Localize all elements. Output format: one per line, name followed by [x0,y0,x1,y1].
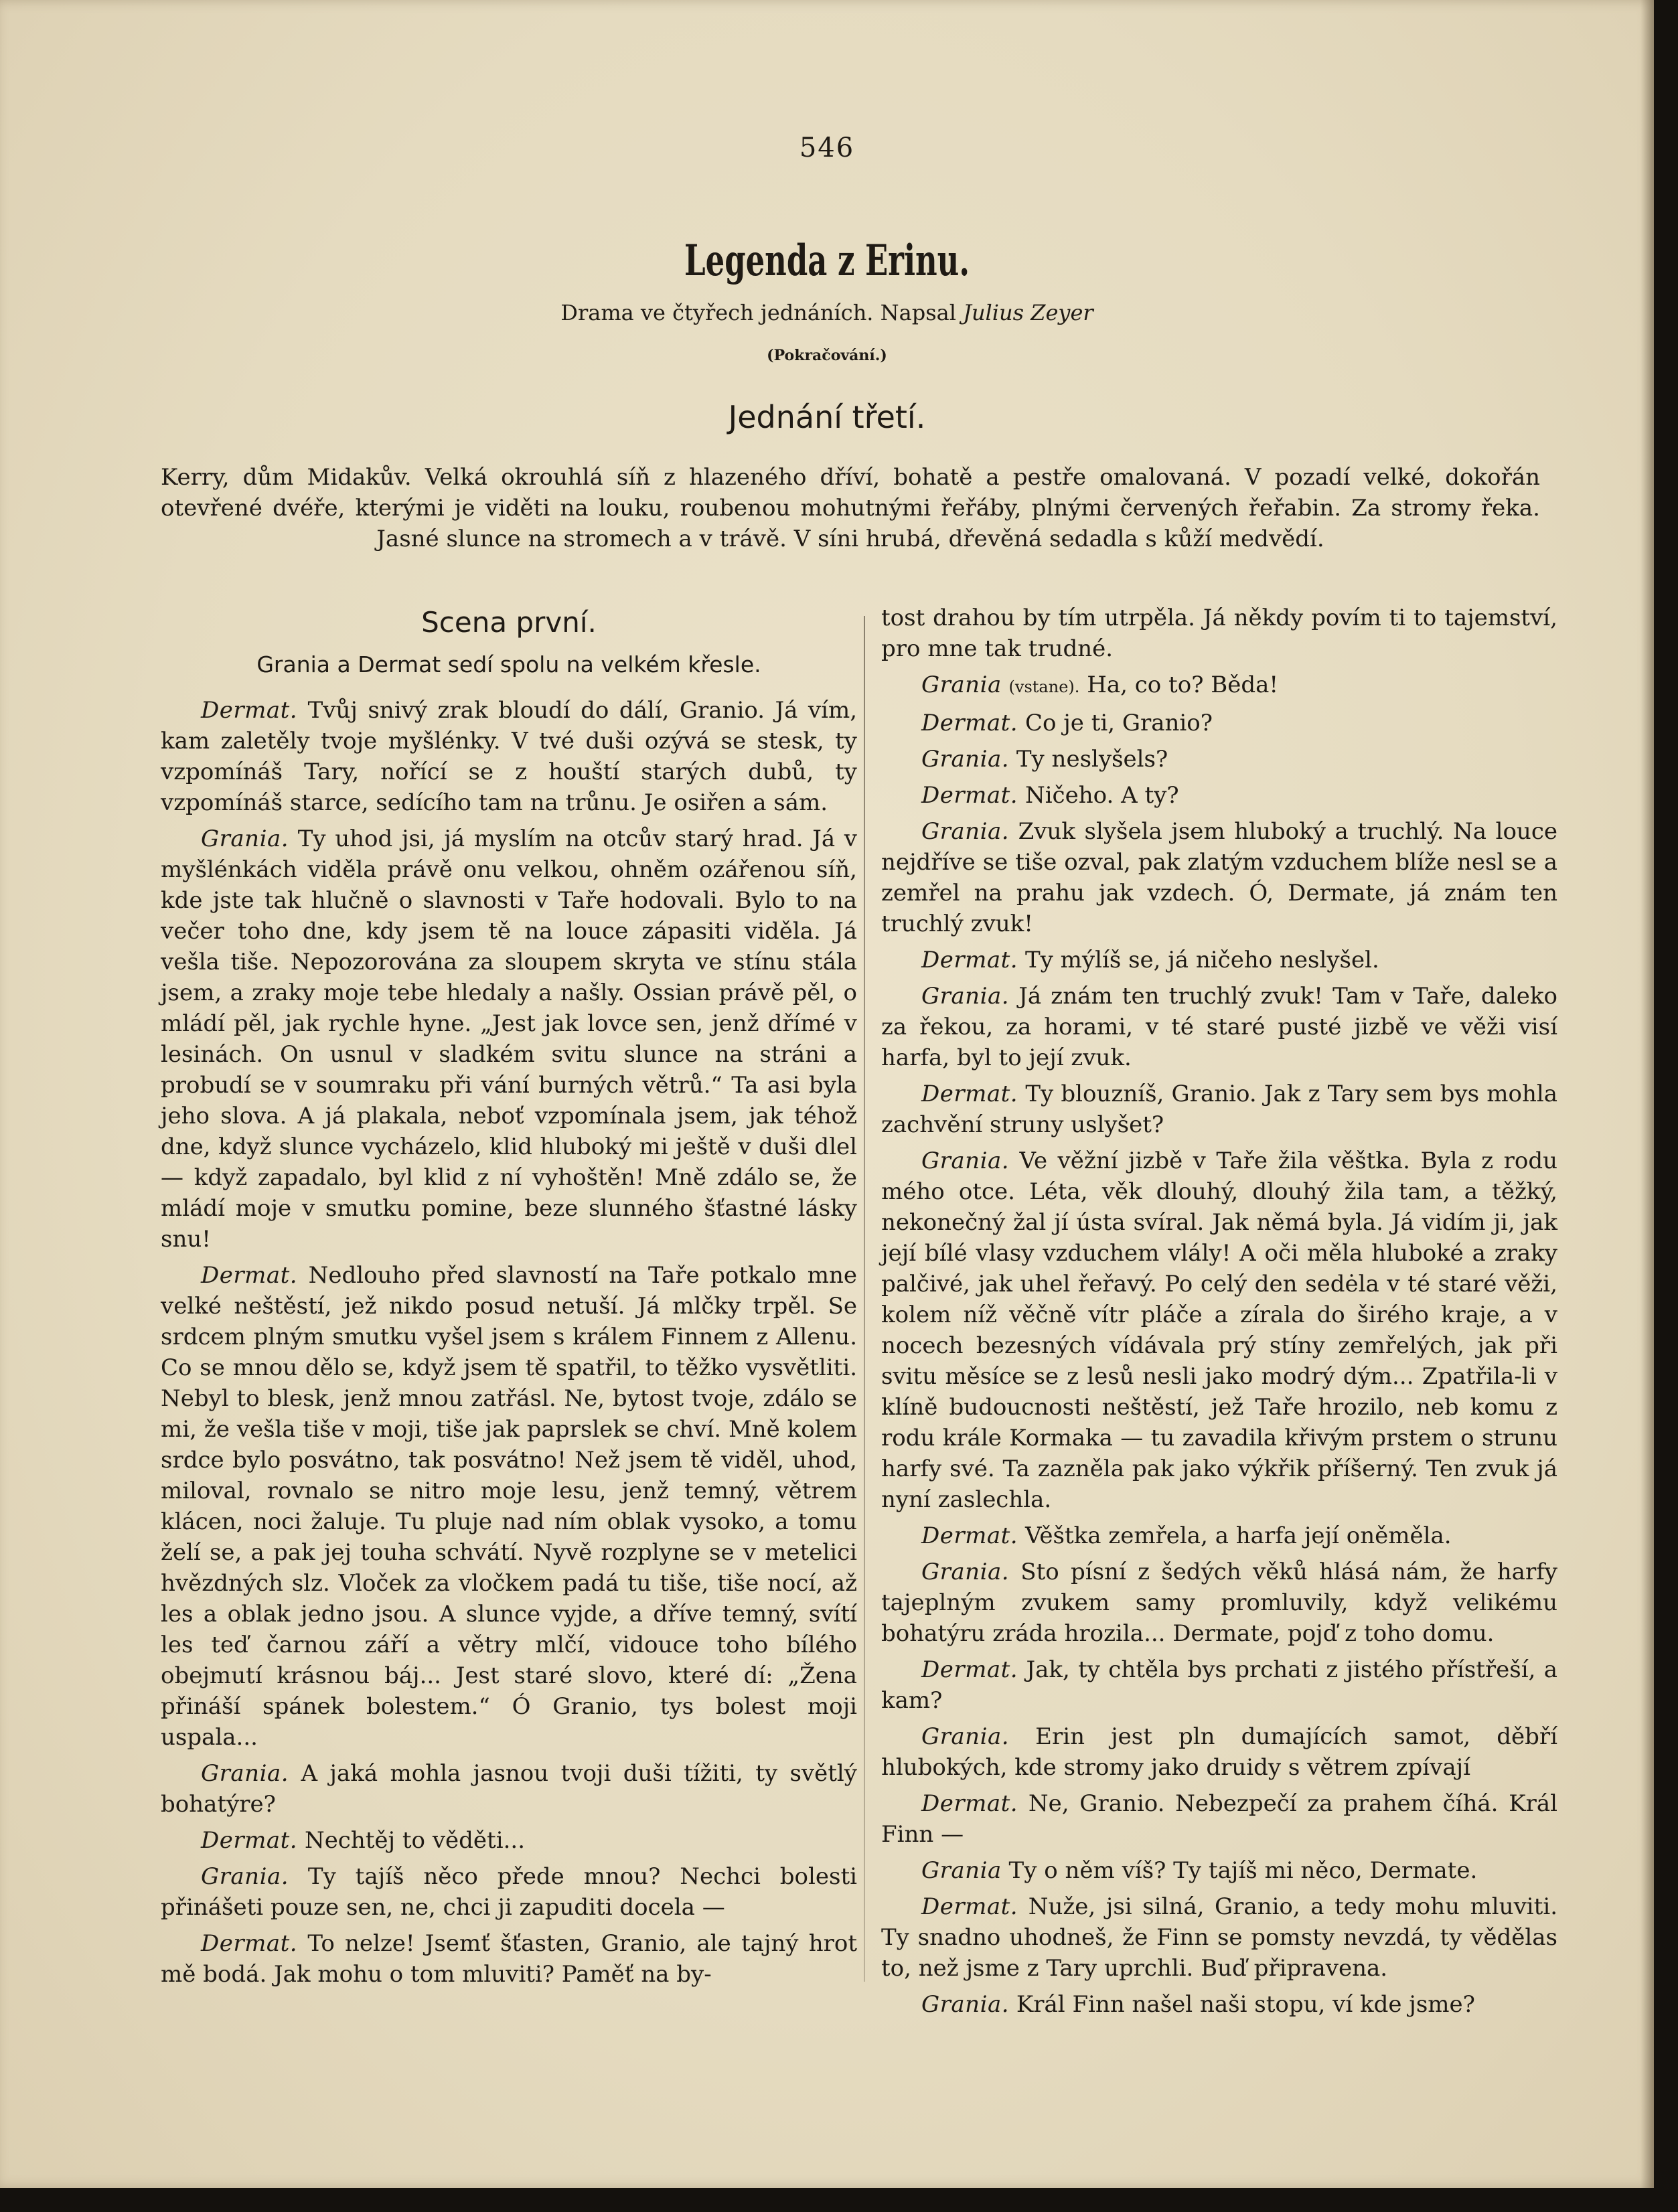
stage-direction-inline: (vstane). [1008,678,1080,696]
dialogue-paragraph [881,1079,1557,1140]
dialogue-paragraph [881,981,1557,1073]
speaker-name: Grania. [921,1991,1010,2018]
dialogue-text: Jak, ty chtěla bys prchati z jistého přístřeší, a kam? [881,1656,1557,1714]
speaker-name: Grania. [921,1723,1010,1750]
dialogue-paragraph [881,603,1557,664]
speaker-name: Grania. [201,1863,289,1890]
speaker-name: Dermat. [921,782,1018,809]
book-spine-shadow [1641,0,1654,2188]
dialogue-text: Ničeho. A ty? [1024,782,1179,809]
dialogue-paragraph [881,1989,1557,2020]
page-number: 546 [799,133,855,163]
speaker-name: Dermat. [201,1930,298,1957]
dialogue-paragraph [881,1721,1557,1783]
act-title: Jednání třetí. [728,399,926,435]
speaker-name: Dermat. [201,1827,298,1854]
dialogue-text: Král Finn našel naši stopu, ví kde jsme? [1016,1991,1475,2018]
speaker-name: Dermat. [921,1893,1018,1920]
dialogue-text: Erin jest pln dumajících samot, děbří hlubokých, kde stromy jako druidy s větrem zpívají [881,1723,1557,1781]
dialogue-text: Ty blouzníš, Granio. Jak z Tary sem bys mohla zachvění struny uslyšet? [881,1081,1557,1138]
speaker-name: Grania. [921,746,1010,773]
speaker-name: Dermat. [921,1081,1018,1107]
author-name: Julius Zeyer [963,300,1093,325]
speaker-name: Dermat. [921,1522,1018,1549]
dialogue-paragraph [881,1146,1557,1515]
speaker-name: Dermat. [921,1656,1018,1683]
speaker-name: Dermat. [201,1262,298,1289]
dialogue-paragraph [881,1654,1557,1716]
speaker-name: Grania. [921,1559,1010,1585]
dialogue-text: Nuže, jsi silná, Granio, a tedy mohu mluviti. Ty snadno uhodneš, že Finn se pomsty nevzdá, ty vědělas to, než jsme z Tary uprchli. Buď připravena. [881,1893,1558,1982]
dialogue-text: Ty mýlíš se, já ničeho neslyšel. [1024,947,1379,973]
speaker-name: Grania. [921,1148,1010,1174]
dialogue-paragraph [161,1758,857,1820]
dialogue-paragraph [881,1891,1557,1984]
stage-direction: Kerry, dům Midakův. Velká okrouhlá síň z hlazeného dříví, bohatě a pestře omalovaná. V pozadí velké, dokořán otevřené dvéře, kterými je viděti na louku, roubenou mohutnými řeřáby, plnými červených řeřabin. Za stromy řeka. Jasné slunce na stromech a v trávě. V síni hrubá, dřevěná sedadla s kůží medvědí. [161,464,1540,552]
dialogue-text: Ty tajíš něco přede mnou? Nechci bolesti přinášeti pouze sen, ne, chci ji zapuditi docela — [161,1863,858,1921]
dialogue-paragraph [881,669,1557,702]
dialogue-paragraph [161,1861,857,1923]
dialogue-paragraph [161,1928,857,1990]
dialogue-paragraph [881,816,1557,939]
dialogue-text: Ty o něm víš? Ty tajíš mi něco, Dermate. [1008,1857,1478,1884]
dialogue-text: To nelze! Jsemť šťasten, Granio, ale tajný hrot mě bodá. Jak mohu o tom mluviti? Paměť na by- [161,1930,857,1988]
right-dialogue [881,603,1557,2020]
dialogue-paragraph [161,1260,857,1753]
dialogue-text: Já znám ten truchlý zvuk! Tam v Taře, daleko za řekou, za horami, v té staré pusté jizbě ve věži visí harfa, byl to její zvuk. [881,983,1557,1071]
dialogue-text: Tvůj snivý zrak bloudí do dálí, Granio. Já vím, kam zaletěly tvoje myšlénky. V tvé duši ozývá se stesk, ty vzpomínáš Tary, nořící se z houští starých dubů, ty vzpomínáš starce, sedícího tam na trůnu. Je osiřen a sám. [161,697,857,816]
dialogue-text: tost drahou by tím utrpěla. Já někdy povím ti to tajemství, pro mne tak trudné. [881,605,1557,662]
speaker-name: Dermat. [921,710,1018,736]
speaker-name: Grania [921,1857,1002,1884]
dialogue-text: Nedlouho před slavností na Taře potkalo mne velké neštěstí, jež nikdo posud netuší. Já mlčky trpěl. Se srdcem plným smutku vyšel jsem s králem Finnem z Allenu. Co se mnou dělo se, když jsem tě spatřil, to těžko vysvětliti. Nebyl to blesk, jenž mnou zatřásl. Ne, bytost tvoje, zdálo se mi, že vešla tiše v moji, tiše jak paprslek se chví. Mně kolem srdce bylo posvátno, tak posvátno! Než jsem tě viděl, uhod, miloval, rovnalo se nitro moje lesu, jenž temný, větrem klácen, noci žaluje. Tu pluje nad ním oblak vysoko, a tomu želí se, a pak jej touha schvátí. Nyvě rozplyne se v metelici hvězdných slz. Vloček za vločkem padá tu tiše, tiše nocí, až les a oblak jedno jsou. A slunce vyjde, a dříve temný, svítí les teď čarnou září a větry mlčí, vidouce toho bílého obejmutí krásnou báj... Jest staré slovo, které dí: „Žena přináší spánek bolestem.“ Ó Granio, tys bolest moji uspala... [161,1262,857,1751]
dialogue-paragraph [881,1520,1557,1551]
dialogue-text: Zvuk slyšela jsem hluboký a truchlý. Na louce nejdříve se tiše ozval, pak zlatým vzduchem blíže nesl se a zemřel na prahu jak vzdech. Ó, Dermate, já znám ten truchlý zvuk! [881,818,1557,937]
speaker-name: Dermat. [921,947,1018,973]
dialogue-paragraph [881,1788,1557,1850]
scene-title: Scena první. [421,606,597,639]
left-column [161,604,857,1995]
dialogue-text: Co je ti, Granio? [1024,710,1213,736]
dialogue-paragraph [161,695,857,818]
dialogue-text: Ty neslyšels? [1016,746,1168,773]
speaker-name: Grania. [201,1760,289,1787]
subtitle-prefix: Drama ve čtyřech jednáních. Napsal [560,300,956,325]
dialogue-text: Nechtěj to věděti... [304,1827,525,1854]
dialogue-text: Ty uhod jsi, já myslím na otcův starý hrad. Já v myšlénkách viděla právě onu velkou, ohněm ozářenou síň, kde jste tak hlučně o slavnosti v Taře hodovali. Bylo to na večer toho dne, kdy jsem tě na louce zápasiti viděla. Já vešla tiše. Nepozorována za sloupem skryta ve stínu stála jsem, a zraky moje tebe hledaly a našly. Ossian právě pěl, o mládí pěl, jak rychle hyne. „Jest jak lovce sen, jenž dřímé v lesinách. On usnul v sladkém svitu slunce na stráni a probudí se v soumraku při vání burných větrů.“ Ta asi byla jeho slova. A já plakala, neboť vzpomínala jsem, jak téhož dne, když slunce vycházelo, klid hluboký mi ještě v duši dlel — když zapadalo, byl klid z ní vyhoštěn! Mně zdálo se, že mládí moje v smutku pomine, beze slunného šťastné lásky snu! [161,825,857,1253]
right-column [881,603,1557,2025]
dialogue-paragraph [881,1557,1557,1649]
dialogue-paragraph [881,744,1557,775]
speaker-name: Grania. [201,825,289,852]
dialogue-paragraph [161,1825,857,1856]
left-dialogue [161,695,857,1990]
scene-intro: Grania a Dermat sedí spolu na velkém křesle. [256,651,761,678]
subtitle [0,300,1654,325]
speaker-name: Dermat. [201,697,298,724]
dialogue-text: Ve věžní jizbě v Taře žila věštka. Byla z rodu mého otce. Léta, věk dlouhý, dlouhý žila tam, a těžký, nekonečný žal jí ústa svíral. Jak němá byla. Já vidím ji, jak její bílé vlasy vzduchem vlály! A oči měla hluboké a zraky palčivé, jak uhel řeřavý. Po celý den sedėla v té staré věži, kolem níž věčně vítr pláče a zírala do širého kraje, a v nocech bezesných vídávala prý stíny zemřelých, jak při svitu měsíce se z lesů nesli jako modrý dým... Zpatřila-li v klíně budoucnosti neštěstí, jež Taře hrozilo, neb komu z rodu krále Kormaka — tu zavadila křivým prstem o strunu harfy své. Ta zazněla pak jako výkřik příšerný. Ten zvuk já nyní zaslechla. [881,1148,1557,1513]
dialogue-text: Ha, co to? Běda! [1087,672,1279,698]
speaker-name: Dermat. [921,1790,1018,1817]
dialogue-text: Sto písní z šedých věků hlásá nám, že harfy tajeplným zvukem samy promluvily, když velikému bohatýru zráda hrozila... Dermate, pojď z toho domu. [881,1559,1557,1647]
dialogue-text: Ne, Granio. Nebezpečí za prahem číhá. Král Finn — [881,1790,1557,1848]
speaker-name: Grania [921,672,1002,698]
speaker-name: Grania. [921,983,1010,1010]
dialogue-text: A jaká mohla jasnou tvoji duši tížiti, ty světlý bohatýre? [161,1760,857,1818]
dialogue-paragraph [881,708,1557,738]
speaker-name: Grania. [921,818,1010,845]
continued-note: (Pokračování.) [767,347,887,364]
dialogue-text: Věštka zemřela, a harfa její oněměla. [1024,1522,1452,1549]
dialogue-paragraph [161,823,857,1255]
dialogue-paragraph [881,780,1557,811]
dialogue-paragraph [881,945,1557,975]
document-title: Legenda z Erinu. [684,236,970,286]
dialogue-paragraph [881,1855,1557,1886]
column-divider [864,616,865,1982]
